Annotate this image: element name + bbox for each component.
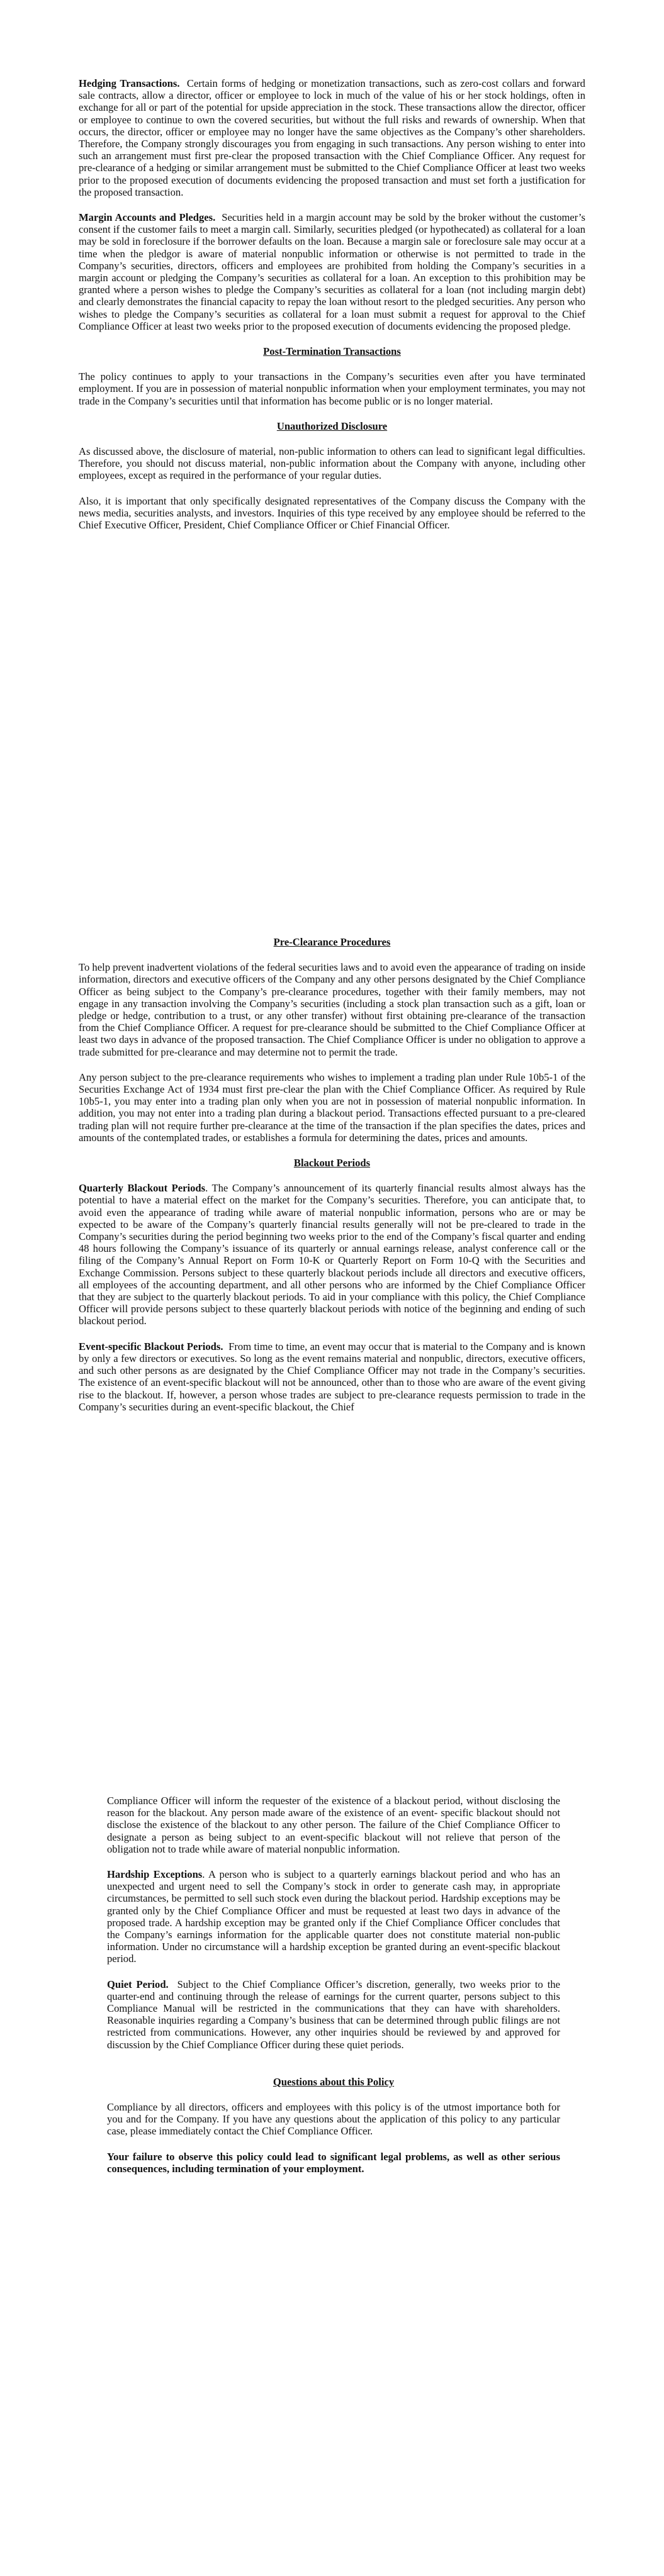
post-termination-heading: Post-Termination Transactions bbox=[263, 345, 401, 358]
event-blackout-lead: Event-specific Blackout Periods. bbox=[79, 1340, 223, 1352]
blackout-periods-heading: Blackout Periods bbox=[293, 1157, 371, 1169]
hedging-transactions-paragraph bbox=[79, 77, 585, 198]
hedging-transactions-lead: Hedging Transactions. bbox=[79, 77, 180, 89]
questions-paragraph: Compliance by all directors, officers and employees with this policy is of the utmost importance both for you and for the Company. If you have any questions about the application of this policy to any particular case, please immediately contact the Chief Compliance Officer. bbox=[107, 2101, 560, 2138]
quiet-period-lead: Quiet Period. bbox=[107, 1978, 169, 1990]
document-page-3 bbox=[0, 1717, 664, 2576]
unauthorized-disclosure-paragraph-1: As discussed above, the disclosure of material, non-public information to others can lead to significant legal difficulties. Therefore, you should not discuss material, non-public information about the Company with anyone, including other employees, except as required in the performance of your regular duties. bbox=[79, 445, 585, 482]
event-blackout-text: From time to time, an event may occur that is material to the Company and is known by only a few directors or executives. So long as the event remains material and nonpublic, directors, executive officers, and such other persons as are designated by the Chief Compliance Officer may not trade in the Company’s securities. The existence of an event-specific blackout will not be announced, other than to those who are aware of the event giving rise to the blackout. If, however, a person whose trades are subject to pre-clearance requests permission to trade in the Company’s securities during an event-specific blackout, the Chief bbox=[79, 1340, 585, 1413]
margin-accounts-text: Securities held in a margin account may be sold by the broker without the customer’s consent if the customer fails to meet a margin call. Similarly, securities pledged (or hypothecated) as collateral for a loan may be sold in foreclosure if the borrower defaults on the loan. Because a margin sale or foreclosure sale may occur at a time when the pledgor is aware of material nonpublic information or otherwise is not permitted to trade in the Company’s securities, directors, officers and employees are prohibited from holding the Company’s securities in a margin account or pledging the Company’s securities as collateral for a loan. An exception to this prohibition may be granted where a person wishes to pledge the Company’s securities as collateral for a loan (not including margin debt) and clearly demonstrates the financial capacity to repay the loan without resort to the pledged securities. Any person who wishes to pledge the Company’s securities as collateral for a loan must submit a request for approval to the Chief Compliance Officer at least two weeks prior to the proposed execution of documents evidencing the proposed pledge. bbox=[79, 211, 585, 332]
hardship-exceptions-text: . A person who is subject to a quarterly earnings blackout period and who has an unexpected and urgent need to sell the Company’s stock in order to generate cash may, in appropriate circumstances, be permitted to sell such stock even during the blackout period. Hardship exceptions may be granted only by the Chief Compliance Officer and must be requested at least two days in advance of the proposed trade. A hardship exception may be granted only if the Chief Compliance Officer concludes that the Company’s earnings information for the applicable quarter does not constitute material non-public information. Under no circumstance will a hardship exception be granted during an event-specific blackout period. bbox=[107, 1868, 560, 1965]
hardship-exceptions-paragraph bbox=[107, 1868, 560, 1965]
quiet-period-paragraph bbox=[107, 1978, 560, 2051]
margin-accounts-lead: Margin Accounts and Pledges. bbox=[79, 211, 216, 224]
questions-heading: Questions about this Policy bbox=[273, 2075, 395, 2088]
quarterly-blackout-paragraph bbox=[79, 1182, 585, 1327]
document-page-1 bbox=[0, 0, 664, 859]
post-termination-paragraph: The policy continues to apply to your transactions in the Company’s securities even after you have terminated employment. If you are in possession of material nonpublic information when your employment terminates, you may not trade in the Company’s securities until that information has become public or is no longer material. bbox=[79, 371, 585, 407]
pre-clearance-heading: Pre-Clearance Procedures bbox=[273, 936, 391, 948]
hardship-exceptions-lead: Hardship Exceptions bbox=[107, 1868, 203, 1881]
page-1-body bbox=[79, 77, 585, 544]
quiet-period-text: Subject to the Chief Compliance Officer’s discretion, generally, two weeks prior to the quarter-end and continuing through the release of earnings for the current quarter, persons subject to this Compliance Manual will be restricted in the communications that they can have with shareholders. Reasonable inquiries regarding a Company’s business that can be determined through public filings are not restricted from communications. However, any other inquiries should be reviewed by and approved for discussion by the Chief Compliance Officer during these quiet periods. bbox=[107, 1978, 561, 2051]
pre-clearance-paragraph-1: To help prevent inadvertent violations of the federal securities laws and to avoid even the appearance of trading on inside information, directors and executive officers of the Company and any other persons designated by the Chief Compliance Officer as being subject to the Company’s pre-clearance procedures, together with their family members, may not engage in any transaction involving the Company’s securities (including a stock plan transaction such as a gift, loan or pledge or hedge, contribution to a trust, or any other transfer) without first obtaining pre-clearance of the transaction from the Chief Compliance Officer. A request for pre-clearance should be submitted to the Chief Compliance Officer at least two days in advance of the proposed transaction. The Chief Compliance Officer is under no obligation to approve a trade submitted for pre-clearance and may determine not to permit the trade. bbox=[79, 961, 585, 1058]
pre-clearance-paragraph-2: Any person subject to the pre-clearance requirements who wishes to implement a trading plan under Rule 10b5-1 of the Securities Exchange Act of 1934 must first pre-clear the plan with the Chief Compliance Officer. As required by Rule 10b5-1, you may enter into a trading plan only when you are not in possession of material nonpublic information. In addition, you may not enter into a trading plan during a blackout period. Transactions effected pursuant to a pre-cleared trading plan will not require further pre-clearance at the time of the transaction if the plan specifies the dates, prices and amounts of the contemplated trades, or establishes a formula for determining the dates, prices and amounts. bbox=[79, 1071, 585, 1144]
document-page-2 bbox=[0, 859, 664, 1717]
quarterly-blackout-lead: Quarterly Blackout Periods bbox=[79, 1182, 206, 1195]
unauthorized-disclosure-heading: Unauthorized Disclosure bbox=[276, 420, 388, 432]
margin-accounts-paragraph bbox=[79, 211, 585, 332]
event-blackout-continuation: Compliance Officer will inform the requester of the existence of a blackout period, without disclosing the reason for the blackout. Any person made aware of the existence of an event- specific blackout should not disclose the existence of the blackout to any other person. The failure of the Chief Compliance Officer to designate a person as being subject to an event-specific blackout will not relieve that person of the obligation not to trade while aware of material nonpublic information. bbox=[107, 1795, 560, 1855]
page-2-body bbox=[79, 936, 585, 1426]
unauthorized-disclosure-paragraph-2: Also, it is important that only specifically designated representatives of the Company discuss the Company with the news media, securities analysts, and investors. Inquiries of this type received by any employee should be referred to the Chief Executive Officer, President, Chief Compliance Officer or Chief Financial Officer. bbox=[79, 494, 585, 532]
event-blackout-paragraph bbox=[79, 1341, 585, 1413]
page-3-body bbox=[107, 1795, 560, 2188]
quarterly-blackout-text: . The Company’s announcement of its quarterly financial results almost always has the potential to have a material effect on the market for the Company’s securities. Therefore, you can anticipate that, to avoid even the appearance of trading while aware of material nonpublic information, persons who are or may be expected to be aware of the Company’s quarterly financial results generally will not be pre-cleared to trade in the Company’s securities during the period beginning two weeks prior to the end of the Company’s fiscal quarter and ending 48 hours following the Company’s issuance of its quarterly or annual earnings release, analyst conference call or the filing of the Company’s Annual Report on Form 10-K or Quarterly Report on Form 10-Q with the Securities and Exchange Commission. Persons subject to these quarterly blackout periods include all directors and executive officers, all employees of the accounting department, and all other persons who are informed by the Chief Compliance Officer that they are subject to the quarterly blackout periods. To aid in your compliance with this policy, the Chief Compliance Officer will provide persons subject to these quarterly blackout periods with notice of the beginning and ending of such blackout period. bbox=[79, 1182, 585, 1327]
policy-warning: Your failure to observe this policy could lead to significant legal problems, as well as other serious consequences, including termination of your employment. bbox=[107, 2150, 560, 2175]
hedging-transactions-text: Certain forms of hedging or monetization transactions, such as zero-cost collars and forward sale contracts, allow a director, officer or employee to lock in much of the value of his or her stock holdings, often in exchange for all or part of the potential for upside appreciation in the stock. These transactions allow the director, officer or employee to continue to own the covered securities, but without the full risks and rewards of ownership. When that occurs, the director, officer or employee may no longer have the same objectives as the Company’s other shareholders. Therefore, the Company strongly discourages you from engaging in such transactions. Any person wishing to enter into such an arrangement must first pre-clear the proposed transaction with the Chief Compliance Officer. Any request for pre-clearance of a hedging or similar arrangement must be submitted to the Chief Compliance Officer at least two weeks prior to the proposed execution of documents evidencing the proposed transaction and must set forth a justification for the proposed transaction. bbox=[79, 77, 585, 198]
